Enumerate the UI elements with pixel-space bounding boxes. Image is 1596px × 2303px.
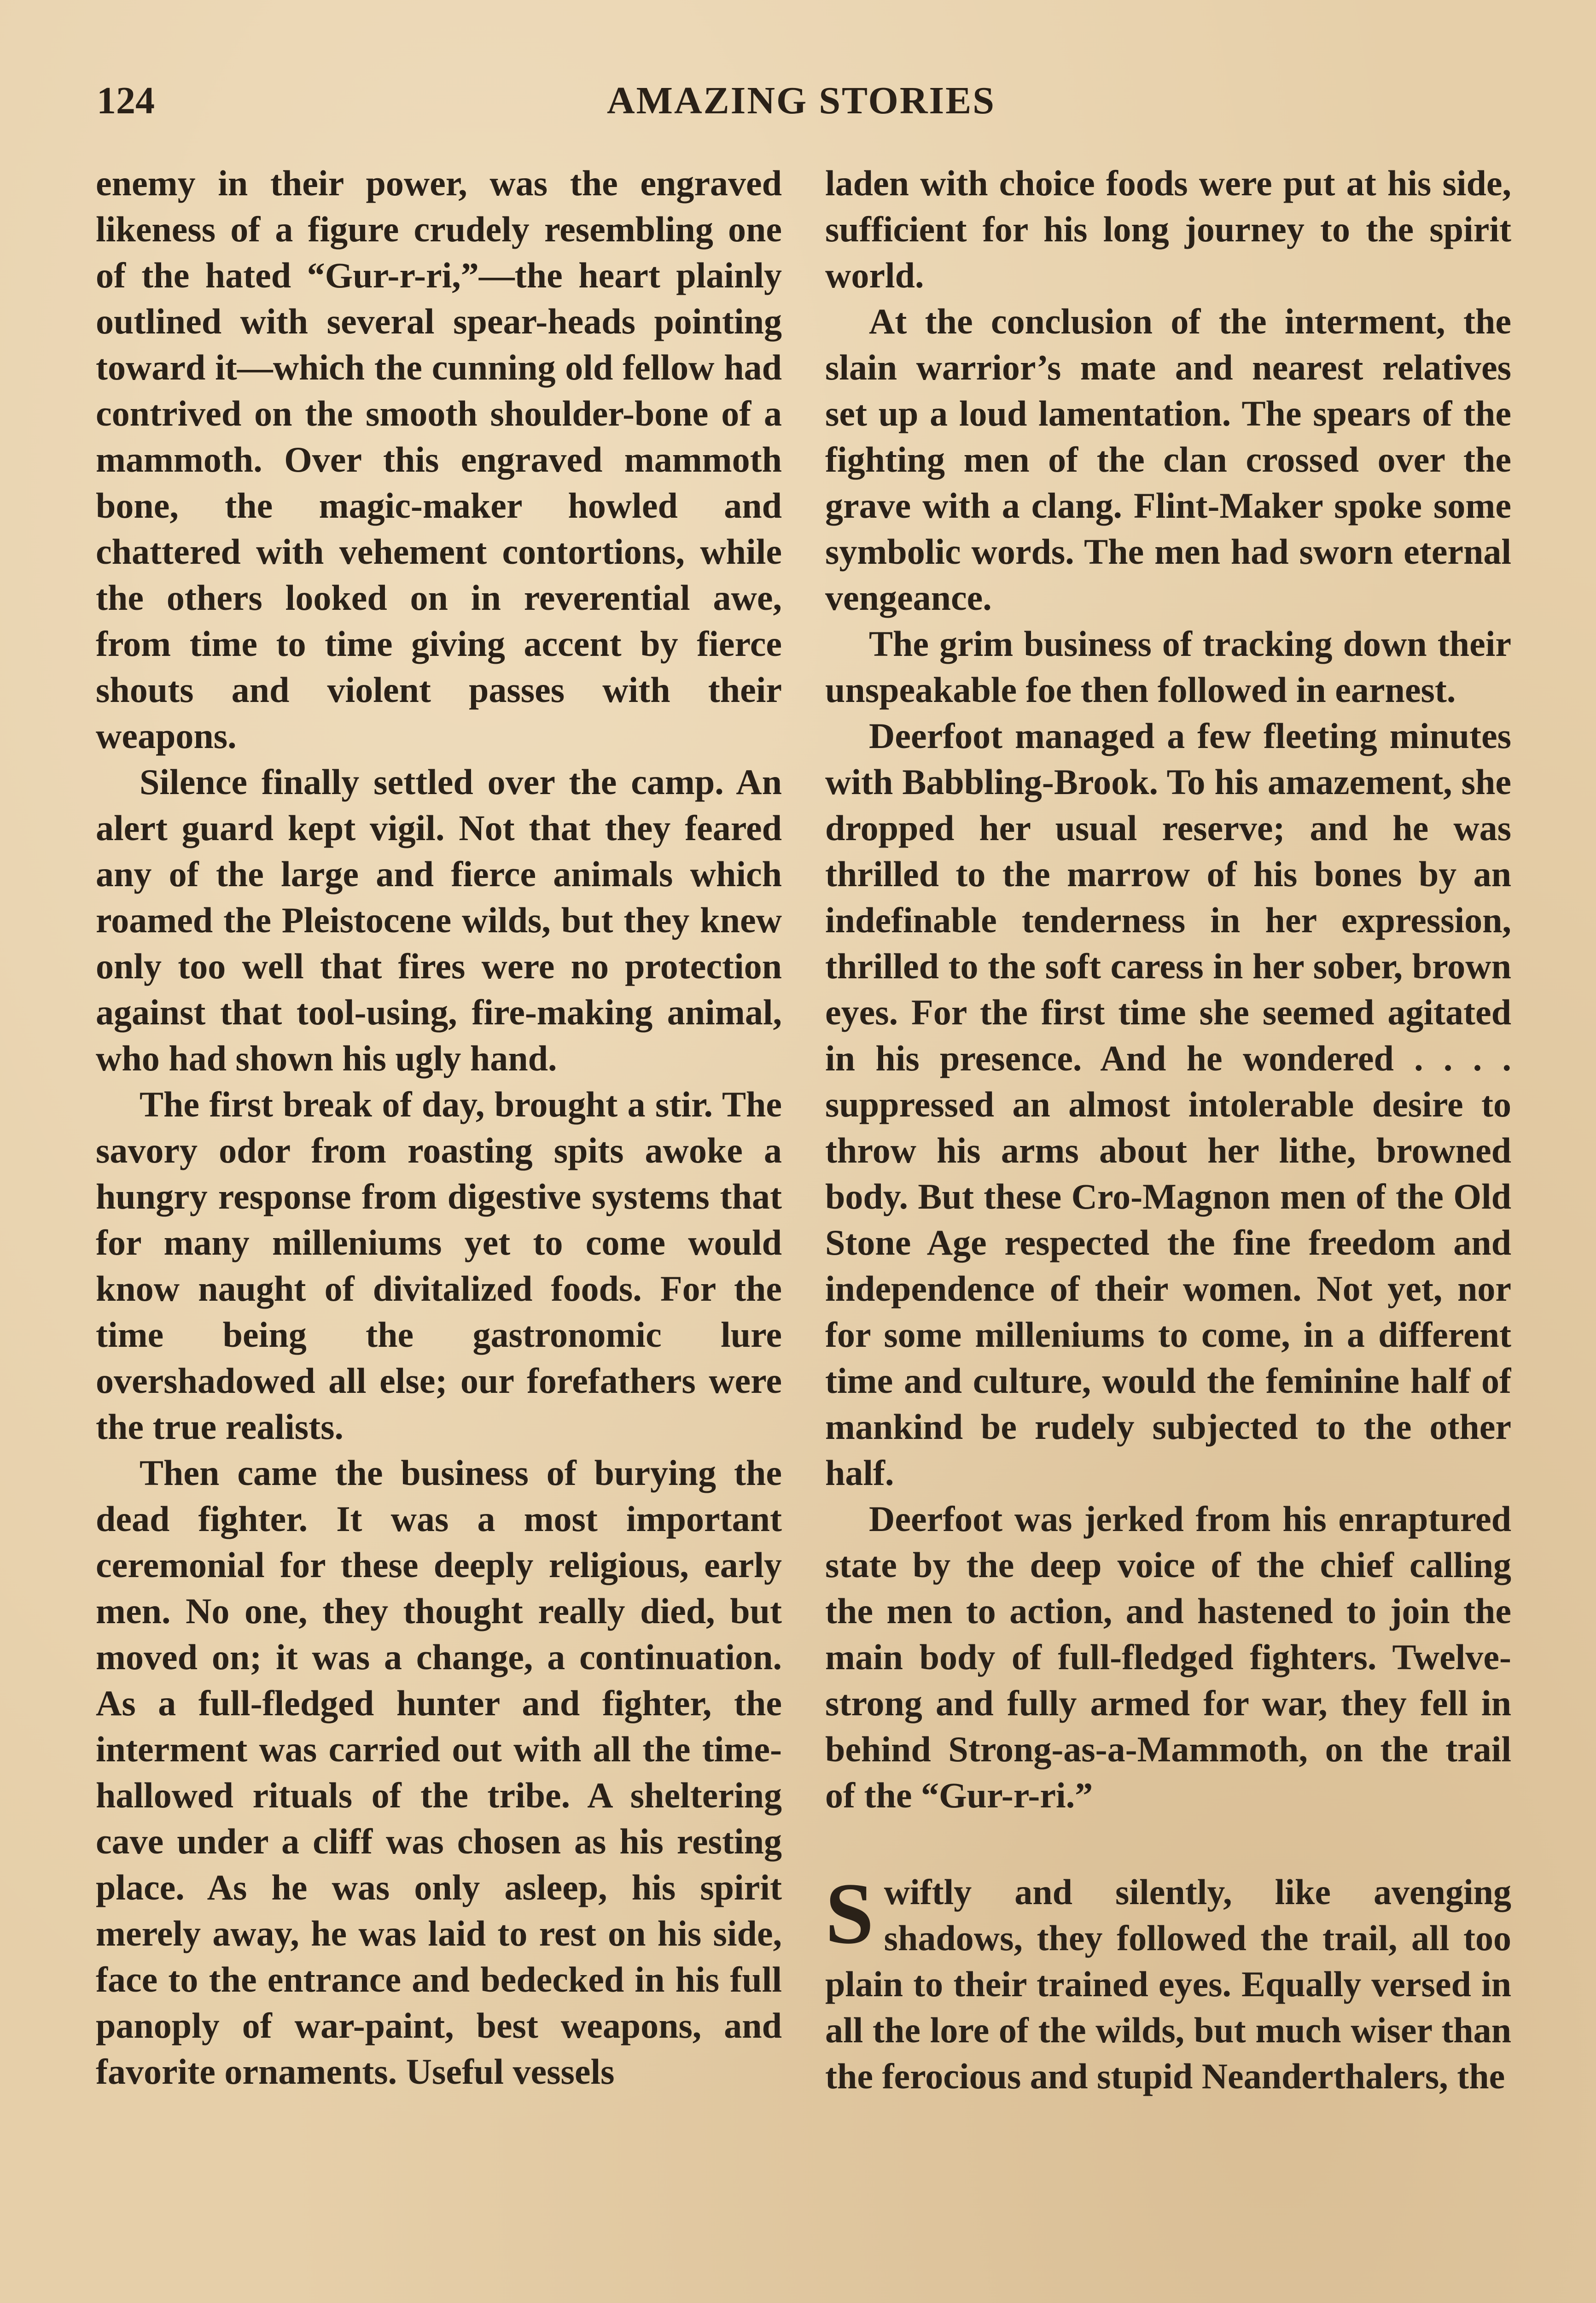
drop-cap: S [825,1865,874,1962]
page-number: 124 [97,79,155,122]
paragraph: enemy in their power, was the engraved likeness of a figure crudely resembling one of the hated “Gur-r-ri,”—the heart plainly outlined with several spear-heads pointing toward it—which the cunning old fellow had contrived on the smooth shoulder-bone of a mammoth. Over this engraved mammoth bone, the magic-maker howled and chattered with vehement contortions, while the others looked on in reverential awe, from time to time giving accent by fierce shouts and violent passes with their weapons. [96,163,782,756]
page-header [97,78,1506,134]
right-column [825,160,1511,2303]
left-column [96,160,782,2303]
paragraph-text: wiftly and silently, like avenging shadows, they followed the trail, all too plain to their trained eyes. Equally versed in all the lore of the wilds, but much wiser than the ferocious and stupid Neanderthalers, the [825,1872,1511,2096]
paragraph: The first break of day, brought a stir. The savory odor from roasting spits awoke a hungry response from digestive systems that for many milleniums yet to come would know naught of divitalized foods. For the time being the gastronomic lure overshadowed all else; our forefathers were the true realists. [96,1084,782,1447]
paragraph: laden with choice foods were put at his side, sufficient for his long journey to the spirit world. [825,163,1511,295]
section-break [825,1818,1511,1869]
paragraph: Silence finally settled over the camp. An alert guard kept vigil. Not that they feared any of the large and fierce animals which roamed the Pleistocene wilds, but they knew only too well that fires were no protection against that tool-using, fire-making animal, who had shown his ugly hand. [96,762,782,1078]
paragraph-with-dropcap [825,1865,1511,2099]
paragraph: Then came the business of burying the dead fighter. It was a most important ceremonial for these deeply religious, early men. No one, they thought really died, but moved on; it was a change, a continuation. As a full-fledged hunter and fighter, the interment was carried out with all the time-hallowed rituals of the tribe. A sheltering cave under a cliff was chosen as his resting place. As he was only asleep, his spirit merely away, he was laid to rest on his side, face to the entrance and bedecked in his full panoply of war-paint, best weapons, and favorite ornaments. Useful vessels [96,1453,782,2092]
running-head: AMAZING STORIES [607,79,996,122]
paragraph: Deerfoot managed a few fleeting minutes with Babbling-Brook. To his amazement, she dropped her usual reserve; and he was thrilled to the marrow of his bones by an indefinable tenderness in her expression, thrilled to the soft caress in her sober, brown eyes. For the first time she seemed agitated in his presence. And he wondered . . . . suppressed an almost intolerable desire to throw his arms about her lithe, browned body. But these Cro-Magnon men of the Old Stone Age respected the fine freedom and independence of their women. Not yet, nor for some milleniums to come, in a different time and culture, would the feminine half of mankind be rudely subjected to the other half. [825,716,1511,1493]
paragraph: Deerfoot was jerked from his enraptured state by the deep voice of the chief calling the men to action, and hastened to join the main body of full-fledged fighters. Twelve-strong and fully armed for war, they fell in behind Strong-as-a-Mammoth, on the trail of the “Gur-r-ri.” [825,1499,1511,1815]
paragraph: The grim business of tracking down their unspeakable foe then followed in earnest. [825,624,1511,710]
paragraph: At the conclusion of the interment, the slain warrior’s mate and nearest relatives set up a loud lamentation. The spears of the fighting men of the clan crossed over the grave with a clang. Flint-Maker spoke some symbolic words. The men had sworn eternal vengeance. [825,301,1511,618]
